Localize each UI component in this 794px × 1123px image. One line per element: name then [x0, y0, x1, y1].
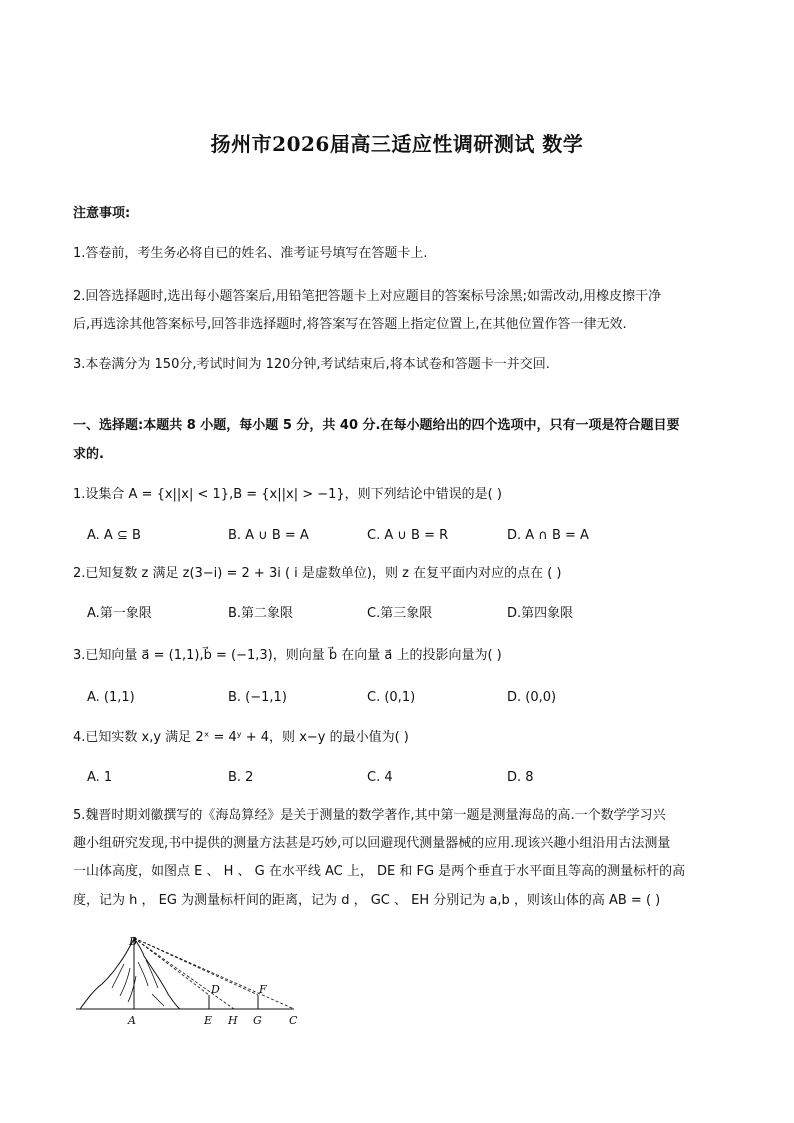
question-1-stem: 1.设集合 A = {x||x| < 1},B = {x||x| > −1}，则下列结论中错误的是( ): [73, 487, 502, 502]
label-h: H: [228, 1014, 238, 1027]
sight-line-bd: [134, 938, 209, 995]
label-a: A: [128, 1014, 136, 1027]
question-5-line-1: 5.魏晋时期刘徽撰写的《海岛算经》是关于测量的数学著作,其中第一题是测量海岛的高.一个数学学习兴: [73, 808, 666, 823]
notice-heading: 注意事项:: [73, 206, 131, 221]
question-2-option-c: C.第三象限: [367, 606, 433, 621]
sight-line-bh: [134, 938, 234, 1009]
question-2-option-d: D.第四象限: [507, 606, 574, 621]
question-5-line-4: 度，记为 h ， EG 为测量标杆间的距离，记为 d ， GC 、 EH 分别记为 a,b ，则该山体的高 AB = ( ): [73, 893, 661, 908]
notice-item-2-line-1: 2.回答选择题时,选出每小题答案后,用铅笔把答题卡上对应题目的答案标号涂黑;如需改动,用橡皮擦干净: [73, 289, 662, 304]
label-b: B: [129, 935, 138, 948]
question-3-option-b: B. (−1,1): [228, 690, 287, 705]
label-f: F: [259, 983, 267, 996]
question-1-option-d: D. A ∩ B = A: [507, 528, 589, 543]
label-c: C: [289, 1014, 298, 1027]
mountain-shading: [112, 960, 164, 1006]
mountain-figure: [72, 932, 312, 1028]
question-4-option-d: D. 8: [507, 770, 534, 785]
question-3-option-c: C. (0,1): [367, 690, 416, 705]
question-5-line-3: 一山体高度，如图点 E 、 H 、 G 在水平线 AC 上， DE 和 FG 是两个垂直于水平面且等高的测量标杆的高: [73, 864, 686, 879]
label-e: E: [204, 1014, 213, 1027]
question-3-option-a: A. (1,1): [87, 690, 135, 705]
notice-item-2-line-2: 后,再选涂其他答案标号,回答非选择题时,将答案写在答题上指定位置上,在其他位置作答一律无效.: [73, 317, 627, 332]
question-4-option-a: A. 1: [87, 770, 113, 785]
question-1-option-a: A. A ⊆ B: [87, 528, 141, 543]
section-heading-line-1: 一、选择题:本题共 8 小题，每小题 5 分，共 40 分.在每小题给出的四个选项中，只有一项是符合题目要: [73, 418, 680, 433]
page-title: 扬州市2026届高三适应性调研测试 数学: [210, 132, 584, 156]
question-3-option-d: D. (0,0): [507, 690, 557, 705]
question-4-stem: 4.已知实数 x,y 满足 2ˣ = 4ʸ + 4，则 x−y 的最小值为( ): [73, 730, 409, 745]
question-1-option-c: C. A ∪ B = R: [367, 528, 449, 543]
question-4-option-b: B. 2: [228, 770, 254, 785]
notice-item-3: 3.本卷满分为 150分,考试时间为 120分钟,考试结束后,将本试卷和答题卡一并交回.: [73, 357, 550, 372]
notice-item-1: 1.答卷前，考生务必将自已的姓名、准考证号填写在答题卡上.: [73, 246, 428, 261]
sight-line-bf: [134, 938, 258, 995]
section-heading-line-2: 求的.: [73, 447, 104, 462]
question-4-option-c: C. 4: [367, 770, 393, 785]
question-2-stem: 2.已知复数 z 满足 z(3−i) = 2 + 3i ( i 是虚数单位)，则 z 在复平面内对应的点在 ( ): [73, 566, 562, 581]
label-d: D: [211, 983, 220, 996]
question-5-line-2: 趣小组研究发现,书中提供的测量方法甚是巧妙,可以回避现代测量器械的应用.现该兴趣小组沿用古法测量: [73, 836, 671, 851]
question-3-stem: 3.已知向量 a⃗ = (1,1),b⃗ = (−1,3)，则向量 b⃗ 在向量 a⃗ 上的投影向量为( ): [73, 648, 502, 663]
question-2-option-a: A.第一象限: [87, 606, 152, 621]
question-2-option-b: B.第二象限: [228, 606, 294, 621]
label-g: G: [253, 1014, 262, 1027]
question-1-option-b: B. A ∪ B = A: [228, 528, 309, 543]
